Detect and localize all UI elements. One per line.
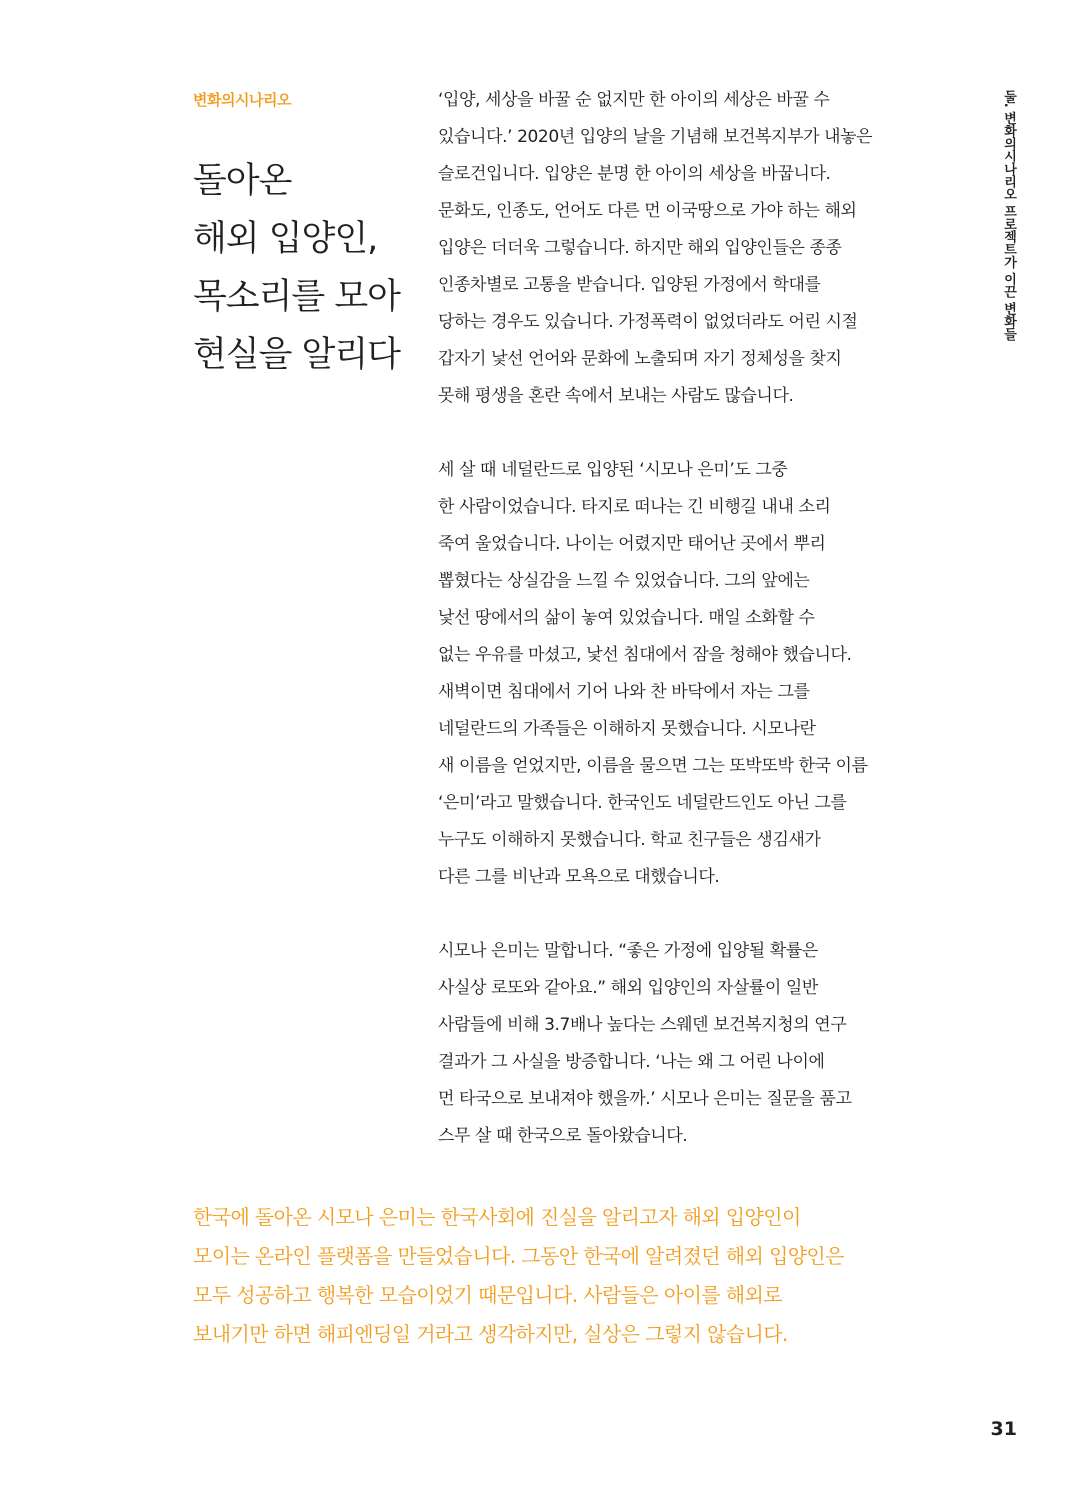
body-line: 한 사람이었습니다. 타지로 떠나는 긴 비행길 내내 소리 bbox=[438, 497, 831, 517]
body-line: 슬로건입니다. 입양은 분명 한 아이의 세상을 바꿉니다. bbox=[438, 164, 831, 184]
highlight-line: 모이는 온라인 플랫폼을 만들었습니다. 그동안 한국에 알려졌던 해외 입양인은 bbox=[193, 1244, 844, 1268]
body-line: 사실상 로또와 같아요.” 해외 입양인의 자살률이 일반 bbox=[438, 978, 818, 998]
body-line: 새 이름을 얻었지만, 이름을 물으면 그는 또박또박 한국 이름 bbox=[438, 756, 868, 776]
body-line: ‘입양, 세상을 바꿀 순 없지만 한 아이의 세상은 바꿀 수 bbox=[438, 90, 830, 110]
highlight-line: 모두 성공하고 행복한 모습이었기 때문입니다. 사람들은 아이를 해외로 bbox=[193, 1283, 782, 1307]
title-line: 현실을 알리다 bbox=[193, 335, 400, 375]
title-line: 돌아온 bbox=[193, 161, 292, 201]
body-line: 갑자기 낯선 언어와 문화에 노출되며 자기 정체성을 찾지 bbox=[438, 349, 842, 369]
article-body bbox=[438, 82, 958, 1192]
body-paragraph-2 bbox=[438, 452, 958, 896]
category-label: 변화의시나리오 bbox=[193, 91, 291, 109]
body-line: 사람들에 비해 3.7배나 높다는 스웨덴 보건복지청의 연구 bbox=[438, 1015, 847, 1035]
body-line: 있습니다.’ 2020년 입양의 날을 기념해 보건복지부가 내놓은 bbox=[438, 127, 873, 147]
highlight-line: 보내기만 하면 해피엔딩일 거라고 생각하지만, 실상은 그렇지 않습니다. bbox=[193, 1322, 788, 1346]
title-line: 목소리를 모아 bbox=[193, 277, 400, 317]
body-line: 문화도, 인종도, 언어도 다른 먼 이국땅으로 가야 하는 해외 bbox=[438, 201, 857, 221]
body-line: 낯선 땅에서의 삶이 놓여 있었습니다. 매일 소화할 수 bbox=[438, 608, 815, 628]
body-line: ‘은미’라고 말했습니다. 한국인도 네덜란드인도 아닌 그를 bbox=[438, 793, 847, 813]
body-line: 네덜란드의 가족들은 이해하지 못했습니다. 시모나란 bbox=[438, 719, 816, 739]
section-side-label: 둘. 변화의시나리오 프로젝트가 이끈 변화들 bbox=[1001, 90, 1016, 341]
body-line: 입양은 더더욱 그렇습니다. 하지만 해외 입양인들은 종종 bbox=[438, 238, 842, 258]
title-line: 해외 입양인, bbox=[193, 219, 378, 259]
body-line: 먼 타국으로 보내져야 했을까.’ 시모나 은미는 질문을 품고 bbox=[438, 1089, 852, 1109]
body-line: 못해 평생을 혼란 속에서 보내는 사람도 많습니다. bbox=[438, 386, 794, 406]
body-line: 누구도 이해하지 못했습니다. 학교 친구들은 생김새가 bbox=[438, 830, 821, 850]
body-line: 죽여 울었습니다. 나이는 어렸지만 태어난 곳에서 뿌리 bbox=[438, 534, 826, 554]
body-line: 인종차별로 고통을 받습니다. 입양된 가정에서 학대를 bbox=[438, 275, 821, 295]
body-line: 세 살 때 네덜란드로 입양된 ‘시모나 은미’도 그중 bbox=[438, 460, 788, 480]
body-paragraph-3 bbox=[438, 933, 958, 1155]
page-number: 31 bbox=[990, 1418, 1017, 1440]
body-paragraph-1 bbox=[438, 82, 958, 415]
body-line: 시모나 은미는 말합니다. “좋은 가정에 입양될 확률은 bbox=[438, 941, 818, 961]
highlight-paragraph bbox=[193, 1198, 963, 1354]
body-line: 스무 살 때 한국으로 돌아왔습니다. bbox=[438, 1126, 688, 1146]
body-line: 뽑혔다는 상실감을 느낄 수 있었습니다. 그의 앞에는 bbox=[438, 571, 810, 591]
article-title bbox=[193, 152, 418, 384]
body-line: 다른 그를 비난과 모욕으로 대했습니다. bbox=[438, 867, 720, 887]
body-line: 새벽이면 침대에서 기어 나와 찬 바닥에서 자는 그를 bbox=[438, 682, 810, 702]
body-line: 당하는 경우도 있습니다. 가정폭력이 없었더라도 어린 시절 bbox=[438, 312, 858, 332]
body-line: 결과가 그 사실을 방증합니다. ‘나는 왜 그 어린 나이에 bbox=[438, 1052, 825, 1072]
body-line: 없는 우유를 마셨고, 낯선 침대에서 잠을 청해야 했습니다. bbox=[438, 645, 852, 665]
highlight-line: 한국에 돌아온 시모나 은미는 한국사회에 진실을 알리고자 해외 입양인이 bbox=[193, 1205, 801, 1229]
